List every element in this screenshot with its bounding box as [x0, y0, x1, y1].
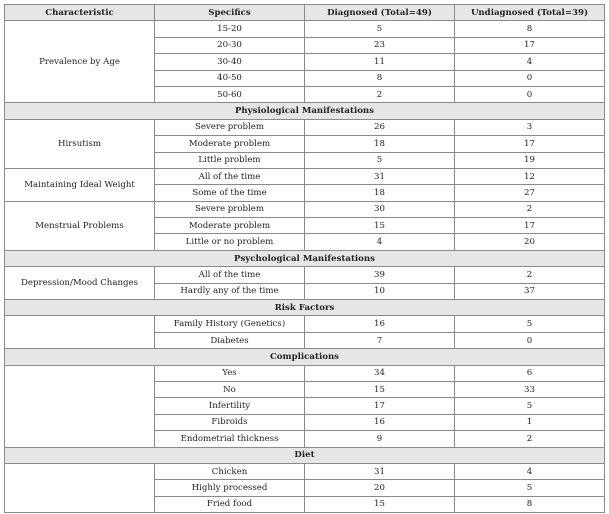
- section-title: Risk Factors: [5, 300, 605, 316]
- table-row: [5, 201, 605, 217]
- undiagnosed-cell: 2: [455, 431, 605, 447]
- diagnosed-cell: 16: [305, 316, 455, 332]
- section-title: Psychological Manifestations: [5, 250, 605, 266]
- header-specifics: Specifics: [155, 5, 305, 21]
- table-row: [5, 119, 605, 135]
- diagnosed-cell: 18: [305, 136, 455, 152]
- diagnosed-cell: 4: [305, 234, 455, 250]
- specifics-cell: Moderate problem: [155, 136, 305, 152]
- undiagnosed-cell: 33: [455, 381, 605, 397]
- diagnosed-cell: 11: [305, 54, 455, 70]
- undiagnosed-cell: 5: [455, 316, 605, 332]
- table-row: [5, 316, 605, 332]
- data-table: [4, 4, 605, 513]
- specifics-cell: Some of the time: [155, 185, 305, 201]
- characteristic-cell: Prevalence by Age: [5, 21, 155, 103]
- specifics-cell: Family History (Genetics): [155, 316, 305, 332]
- specifics-cell: Highly processed: [155, 480, 305, 496]
- table-row: [5, 267, 605, 283]
- specifics-cell: All of the time: [155, 168, 305, 184]
- characteristic-cell: Hirsutism: [5, 119, 155, 168]
- specifics-cell: Endometrial thickness: [155, 431, 305, 447]
- table-row: [5, 365, 605, 381]
- undiagnosed-cell: 6: [455, 365, 605, 381]
- specifics-cell: 50-60: [155, 86, 305, 102]
- undiagnosed-cell: 19: [455, 152, 605, 168]
- characteristic-cell: Depression/Mood Changes: [5, 267, 155, 300]
- specifics-cell: All of the time: [155, 267, 305, 283]
- section-row: [5, 250, 605, 266]
- undiagnosed-cell: 20: [455, 234, 605, 250]
- characteristic-cell: [5, 463, 155, 512]
- section-row: [5, 349, 605, 365]
- specifics-cell: Little problem: [155, 152, 305, 168]
- specifics-cell: Severe problem: [155, 201, 305, 217]
- diagnosed-cell: 23: [305, 37, 455, 53]
- undiagnosed-cell: 17: [455, 136, 605, 152]
- header-undiagnosed: Undiagnosed (Total=39): [455, 5, 605, 21]
- diagnosed-cell: 7: [305, 332, 455, 348]
- diagnosed-cell: 10: [305, 283, 455, 299]
- diagnosed-cell: 39: [305, 267, 455, 283]
- diagnosed-cell: 16: [305, 414, 455, 430]
- undiagnosed-cell: 4: [455, 54, 605, 70]
- section-title: Physiological Manifestations: [5, 103, 605, 119]
- diagnosed-cell: 2: [305, 86, 455, 102]
- undiagnosed-cell: 3: [455, 119, 605, 135]
- specifics-cell: 15-20: [155, 21, 305, 37]
- characteristic-cell: [5, 316, 155, 349]
- diagnosed-cell: 31: [305, 168, 455, 184]
- diagnosed-cell: 30: [305, 201, 455, 217]
- characteristic-cell: Menstrual Problems: [5, 201, 155, 250]
- specifics-cell: 30-40: [155, 54, 305, 70]
- undiagnosed-cell: 2: [455, 201, 605, 217]
- undiagnosed-cell: 17: [455, 37, 605, 53]
- table-container: [4, 4, 605, 513]
- table-row: [5, 168, 605, 184]
- undiagnosed-cell: 5: [455, 480, 605, 496]
- undiagnosed-cell: 27: [455, 185, 605, 201]
- undiagnosed-cell: 37: [455, 283, 605, 299]
- specifics-cell: Severe problem: [155, 119, 305, 135]
- undiagnosed-cell: 0: [455, 332, 605, 348]
- undiagnosed-cell: 1: [455, 414, 605, 430]
- diagnosed-cell: 15: [305, 496, 455, 512]
- section-title: Complications: [5, 349, 605, 365]
- table-row: [5, 463, 605, 479]
- specifics-cell: Little or no problem: [155, 234, 305, 250]
- undiagnosed-cell: 0: [455, 70, 605, 86]
- undiagnosed-cell: 5: [455, 398, 605, 414]
- header-row: [5, 5, 605, 21]
- diagnosed-cell: 15: [305, 381, 455, 397]
- section-row: [5, 103, 605, 119]
- diagnosed-cell: 15: [305, 218, 455, 234]
- diagnosed-cell: 20: [305, 480, 455, 496]
- diagnosed-cell: 18: [305, 185, 455, 201]
- undiagnosed-cell: 2: [455, 267, 605, 283]
- characteristic-cell: [5, 365, 155, 447]
- specifics-cell: Chicken: [155, 463, 305, 479]
- diagnosed-cell: 5: [305, 21, 455, 37]
- undiagnosed-cell: 4: [455, 463, 605, 479]
- section-row: [5, 447, 605, 463]
- undiagnosed-cell: 17: [455, 218, 605, 234]
- specifics-cell: Moderate problem: [155, 218, 305, 234]
- diagnosed-cell: 5: [305, 152, 455, 168]
- diagnosed-cell: 34: [305, 365, 455, 381]
- specifics-cell: Yes: [155, 365, 305, 381]
- undiagnosed-cell: 8: [455, 21, 605, 37]
- table-row: [5, 21, 605, 37]
- specifics-cell: 20-30: [155, 37, 305, 53]
- specifics-cell: Hardly any of the time: [155, 283, 305, 299]
- section-title: Diet: [5, 447, 605, 463]
- undiagnosed-cell: 12: [455, 168, 605, 184]
- header-characteristic: Characteristic: [5, 5, 155, 21]
- table-body: [5, 21, 605, 513]
- undiagnosed-cell: 8: [455, 496, 605, 512]
- diagnosed-cell: 26: [305, 119, 455, 135]
- specifics-cell: 40-50: [155, 70, 305, 86]
- specifics-cell: Fried food: [155, 496, 305, 512]
- diagnosed-cell: 17: [305, 398, 455, 414]
- diagnosed-cell: 8: [305, 70, 455, 86]
- specifics-cell: Diabetes: [155, 332, 305, 348]
- diagnosed-cell: 31: [305, 463, 455, 479]
- header-diagnosed: Diagnosed (Total=49): [305, 5, 455, 21]
- undiagnosed-cell: 0: [455, 86, 605, 102]
- specifics-cell: Infertility: [155, 398, 305, 414]
- specifics-cell: Fibroids: [155, 414, 305, 430]
- characteristic-cell: Maintaining Ideal Weight: [5, 168, 155, 201]
- diagnosed-cell: 9: [305, 431, 455, 447]
- specifics-cell: No: [155, 381, 305, 397]
- section-row: [5, 300, 605, 316]
